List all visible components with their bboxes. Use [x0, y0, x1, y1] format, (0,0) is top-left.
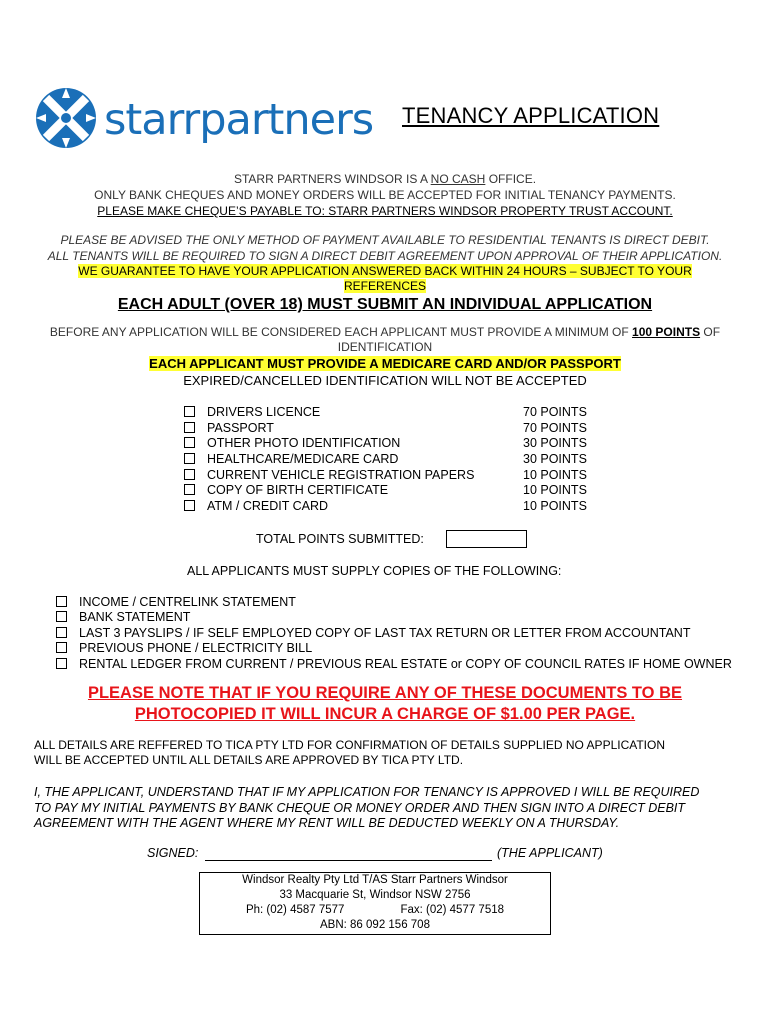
- fax-number: Fax: (02) 4577 7518: [400, 904, 505, 916]
- abn: ABN: 86 092 156 708: [320, 919, 430, 931]
- id-points: 10 POINTS: [523, 499, 587, 513]
- signature-field[interactable]: [205, 860, 492, 861]
- id-points: 70 POINTS: [523, 405, 587, 419]
- id-points: 10 POINTS: [523, 468, 587, 482]
- contact-box: [199, 872, 551, 935]
- id-item-photo-id[interactable]: OTHER PHOTO IDENTIFICATION: [184, 436, 400, 452]
- adult-heading: EACH ADULT (OVER 18) MUST SUBMIT AN INDIVIDUAL APPLICATION: [117, 296, 653, 313]
- photocopy-charge-note: PLEASE NOTE THAT IF YOU REQUIRE ANY OF THESE DOCUMENTS TO BE PHOTOCOPIED IT WILL INCUR A CHARGE OF $1.00 PER PAGE.: [87, 684, 683, 723]
- copy-item-bank-statement[interactable]: BANK STATEMENT: [56, 610, 190, 626]
- guarantee-line-2: REFERENCES: [343, 279, 426, 293]
- declaration-line-3: AGREEMENT WITH THE AGENT WHERE MY RENT WILL BE DEDUCTED WEEKLY ON A THURSDAY.: [34, 816, 620, 830]
- id-item-credit-card[interactable]: ATM / CREDIT CARD: [184, 499, 328, 515]
- checkbox[interactable]: [56, 596, 67, 607]
- cheque-line: ONLY BANK CHEQUES AND MONEY ORDERS WILL BE ACCEPTED FOR INITIAL TENANCY PAYMENTS.: [94, 188, 676, 202]
- company-address: 33 Macquarie St, Windsor NSW 2756: [279, 889, 471, 901]
- copy-item-payslips[interactable]: LAST 3 PAYSLIPS / IF SELF EMPLOYED COPY OF LAST TAX RETURN OR LETTER FROM ACCOUNTANT: [56, 626, 690, 642]
- id-points: 30 POINTS: [523, 436, 587, 450]
- tica-line-1: ALL DETAILS ARE REFFERED TO TICA PTY LTD FOR CONFIRMATION OF DETAILS SUPPLIED NO APPLICATION: [34, 738, 666, 752]
- expired-note: EXPIRED/CANCELLED IDENTIFICATION WILL NOT BE ACCEPTED: [183, 373, 587, 388]
- checkbox[interactable]: [184, 406, 195, 417]
- id-item-birth-certificate[interactable]: COPY OF BIRTH CERTIFICATE: [184, 483, 388, 499]
- copies-heading: ALL APPLICANTS MUST SUPPLY COPIES OF THE FOLLOWING:: [187, 564, 562, 578]
- star-mark-icon: [36, 88, 96, 148]
- copy-item-income[interactable]: INCOME / CENTRELINK STATEMENT: [56, 595, 296, 611]
- id-points: 10 POINTS: [523, 483, 587, 497]
- copy-item-rental-ledger[interactable]: RENTAL LEDGER FROM CURRENT / PREVIOUS REAL ESTATE or COPY OF COUNCIL RATES IF HOME OWNER: [56, 657, 732, 673]
- direct-debit-line: PLEASE BE ADVISED THE ONLY METHOD OF PAYMENT AVAILABLE TO RESIDENTIAL TENANTS IS DIRECT DEBIT.: [60, 233, 710, 247]
- logo-wordmark: starrpartners: [104, 95, 374, 145]
- payable-line: PLEASE MAKE CHEQUE’S PAYABLE TO: STARR PARTNERS WINDSOR PROPERTY TRUST ACCOUNT.: [97, 204, 673, 218]
- guarantee-line: WE GUARANTEE TO HAVE YOUR APPLICATION ANSWERED BACK WITHIN 24 HOURS – SUBJECT TO YOUR: [78, 264, 692, 278]
- checkbox[interactable]: [184, 437, 195, 448]
- checkbox[interactable]: [56, 627, 67, 638]
- total-points-field[interactable]: [446, 530, 527, 548]
- declaration-line-1: I, THE APPLICANT, UNDERSTAND THAT IF MY APPLICATION FOR TENANCY IS APPROVED I WILL BE REQUIRED: [34, 785, 700, 799]
- applicant-label: (THE APPLICANT): [497, 846, 603, 860]
- tica-line-2: WILL BE ACCEPTED UNTIL ALL DETAILS ARE APPROVED BY TICA PTY LTD.: [34, 753, 464, 767]
- points-requirement: BEFORE ANY APPLICATION WILL BE CONSIDERED EACH APPLICANT MUST PROVIDE A MINIMUM OF 100 POINTS OF: [49, 325, 721, 339]
- total-points-label: TOTAL POINTS SUBMITTED:: [256, 532, 424, 546]
- points-requirement-2: IDENTIFICATION: [337, 340, 433, 354]
- checkbox[interactable]: [56, 642, 67, 653]
- medicare-heading: EACH APPLICANT MUST PROVIDE A MEDICARE CARD AND/OR PASSPORT: [149, 356, 621, 371]
- checkbox[interactable]: [56, 658, 67, 669]
- company-name: Windsor Realty Pty Ltd T/AS Starr Partners Windsor: [242, 874, 508, 886]
- checkbox[interactable]: [56, 611, 67, 622]
- no-cash-line: STARR PARTNERS WINDSOR IS A NO CASH OFFICE.: [233, 172, 537, 186]
- checkbox[interactable]: [184, 500, 195, 511]
- checkbox[interactable]: [184, 484, 195, 495]
- checkbox[interactable]: [184, 453, 195, 464]
- id-item-drivers-licence[interactable]: DRIVERS LICENCE: [184, 405, 320, 421]
- direct-debit-agreement-line: ALL TENANTS WILL BE REQUIRED TO SIGN A DIRECT DEBIT AGREEMENT UPON APPROVAL OF THEIR APPLICATION.: [47, 249, 723, 263]
- starr-partners-logo: [32, 84, 377, 152]
- checkbox[interactable]: [184, 422, 195, 433]
- id-points: 70 POINTS: [523, 421, 587, 435]
- checkbox[interactable]: [184, 469, 195, 480]
- phone-number: Ph: (02) 4587 7577: [245, 904, 345, 916]
- phone-fax-row: [200, 903, 550, 918]
- id-item-passport[interactable]: PASSPORT: [184, 421, 274, 437]
- signed-label: SIGNED:: [147, 846, 199, 860]
- declaration-line-2: TO PAY MY INITIAL PAYMENTS BY BANK CHEQUE OR MONEY ORDER AND THEN SIGN INTO A DIRECT DEBIT: [34, 801, 686, 815]
- page-title: TENANCY APPLICATION: [402, 103, 660, 128]
- id-item-vehicle-registration[interactable]: CURRENT VEHICLE REGISTRATION PAPERS: [184, 468, 474, 484]
- id-item-medicare[interactable]: HEALTHCARE/MEDICARE CARD: [184, 452, 398, 468]
- id-points: 30 POINTS: [523, 452, 587, 466]
- copy-item-bill[interactable]: PREVIOUS PHONE / ELECTRICITY BILL: [56, 641, 312, 657]
